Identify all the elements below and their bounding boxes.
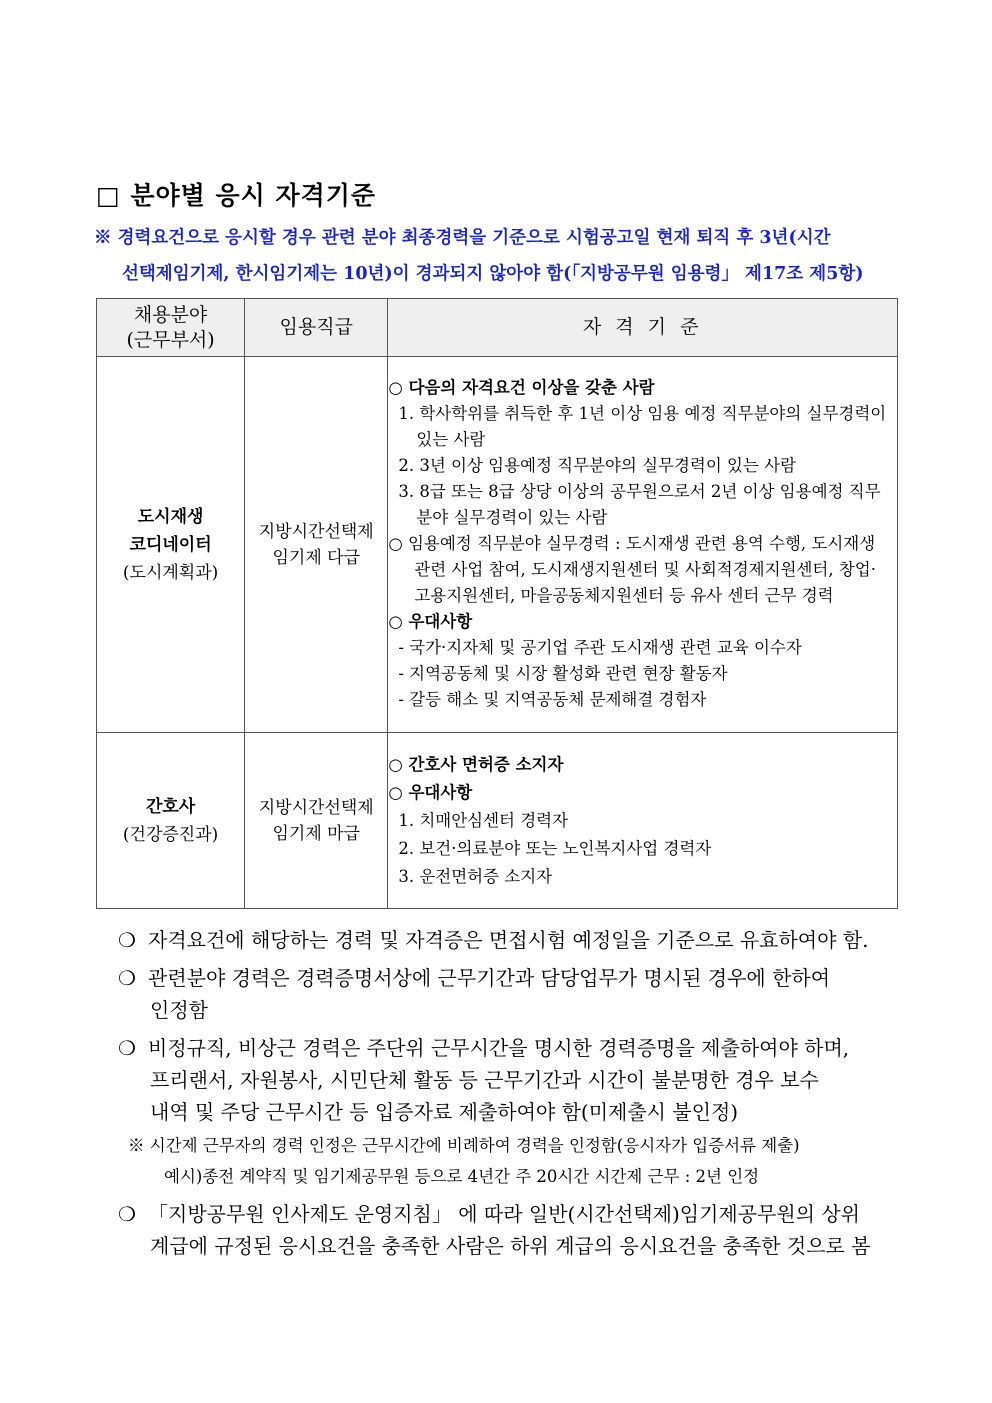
criteria-cell — [388, 357, 898, 733]
list-item — [118, 962, 898, 1026]
rank-cell — [245, 733, 388, 909]
field-dept: (도시계획과) — [122, 562, 219, 583]
criteria-line: 1. 학사학위를 취득한 후 1년 이상 임용 예정 직무분야의 실무경력이 — [398, 404, 887, 423]
rank-line: 지방시간선택제 — [258, 797, 374, 818]
criteria-line: 분야 실무경력이 있는 사람 — [416, 508, 608, 527]
header-criteria: 자 격 기 준 — [388, 299, 898, 357]
rank-line: 지방시간선택제 — [258, 521, 374, 542]
header-rank: 임용직급 — [245, 299, 388, 357]
qualification-table — [96, 298, 898, 909]
criteria-line: 있는 사람 — [416, 430, 486, 449]
list-item — [118, 924, 898, 956]
criteria-line: 2. 3년 이상 임용예정 직무분야의 실무경력이 있는 사람 — [398, 456, 797, 475]
criteria-line: 관련 사업 참여, 도시재생지원센터 및 사회적경제지원센터, 창업· — [414, 560, 876, 579]
section-heading: □ 분야별 응시 자격기준 — [96, 181, 377, 210]
rank-line: 임기제 마급 — [272, 823, 361, 844]
table-row — [97, 733, 898, 909]
field-name: 코디네이터 — [129, 534, 212, 555]
criteria-line: ○ 우대사항 — [388, 612, 473, 631]
note-text: 관련분야 경력은 경력증명서상에 근무기간과 담당업무가 명시된 경우에 한하여 — [148, 966, 831, 990]
note-text: 인정함 — [150, 998, 208, 1022]
note-text: 내역 및 주당 근무시간 등 입증자료 제출하여야 함(미제출시 불인정) — [150, 1100, 739, 1124]
header-field — [97, 299, 245, 357]
criteria-line: 2. 보건·의료분야 또는 노인복지사업 경력자 — [398, 838, 712, 858]
table-header-row — [97, 299, 898, 357]
field-dept: (건강증진과) — [122, 824, 219, 845]
circle-bullet-icon: ❍ — [118, 1202, 136, 1226]
criteria-line: ○ 간호사 면허증 소지자 — [388, 754, 564, 774]
note-text: 프리랜서, 자원봉사, 시민단체 활동 등 근무기간과 시간이 불분명한 경우 보수 — [150, 1068, 819, 1092]
rank-cell — [245, 357, 388, 733]
field-name: 도시재생 — [137, 506, 204, 527]
criteria-cell — [388, 733, 898, 909]
note-text: 「지방공무원 인사제도 운영지침」 에 따라 일반(시간선택제)임기제공무원의 상위 — [148, 1202, 860, 1226]
criteria-line: ○ 우대사항 — [388, 782, 473, 802]
notes-list — [118, 924, 898, 1268]
sub-note-line: 예시)종전 계약직 및 임기제공무원 등으로 4년간 주 20시간 시간제 근무 : 2년 인정 — [164, 1167, 760, 1186]
criteria-line: ○ 임용예정 직무분야 실무경력 : 도시재생 관련 용역 수행, 도시재생 — [388, 534, 876, 553]
rank-line: 임기제 다급 — [272, 547, 361, 568]
notice-text — [94, 220, 902, 292]
circle-bullet-icon: ❍ — [118, 928, 136, 952]
header-field-line1: 채용분야 — [133, 303, 208, 326]
field-cell — [97, 357, 245, 733]
circle-bullet-icon: ❍ — [118, 1036, 136, 1060]
note-text: 자격요건에 해당하는 경력 및 자격증은 면접시험 예정일을 기준으로 유효하여야 함. — [148, 928, 869, 952]
notice-line-2: 선택제임기제, 한시임기제는 10년)이 경과되지 않아야 함(「지방공무원 임용령」 제17조 제5항) — [122, 264, 864, 284]
table-row — [97, 357, 898, 733]
sub-note-line: ※ 시간제 근무자의 경력 인정은 근무시간에 비례하여 경력을 인정함(응시자가 입증서류 제출) — [128, 1136, 800, 1155]
criteria-line: ○ 다음의 자격요건 이상을 갖춘 사람 — [388, 378, 655, 397]
criteria-line: 고용지원센터, 마을공동체지원센터 등 유사 센터 근무 경력 — [414, 586, 834, 605]
note-text: 비정규직, 비상근 경력은 주단위 근무시간을 명시한 경력증명을 제출하여야 하며, — [148, 1036, 850, 1060]
circle-bullet-icon: ❍ — [118, 966, 136, 990]
list-item — [118, 1198, 898, 1262]
header-field-line2: (근무부서) — [126, 328, 215, 351]
list-item — [118, 1032, 898, 1192]
criteria-line: - 지역공동체 및 시장 활성화 관련 현장 활동자 — [398, 664, 728, 683]
notice-line-1: ※ 경력요건으로 응시할 경우 관련 분야 최종경력을 기준으로 시험공고일 현재 퇴직 후 3년(시간 — [94, 228, 831, 248]
criteria-line: 3. 8급 또는 8급 상당 이상의 공무원으로서 2년 이상 임용예정 직무 — [398, 482, 881, 501]
criteria-line: - 갈등 해소 및 지역공동체 문제해결 경험자 — [398, 690, 707, 709]
field-cell — [97, 733, 245, 909]
field-name: 간호사 — [145, 796, 196, 817]
note-text: 계급에 규정된 응시요건을 충족한 사람은 하위 계급의 응시요건을 충족한 것으로 봄 — [150, 1234, 871, 1258]
criteria-line: 1. 치매안심센터 경력자 — [398, 810, 569, 830]
sub-note — [118, 1130, 898, 1192]
criteria-line: - 국가·지자체 및 공기업 주관 도시재생 관련 교육 이수자 — [398, 638, 802, 657]
criteria-line: 3. 운전면허증 소지자 — [398, 866, 553, 886]
